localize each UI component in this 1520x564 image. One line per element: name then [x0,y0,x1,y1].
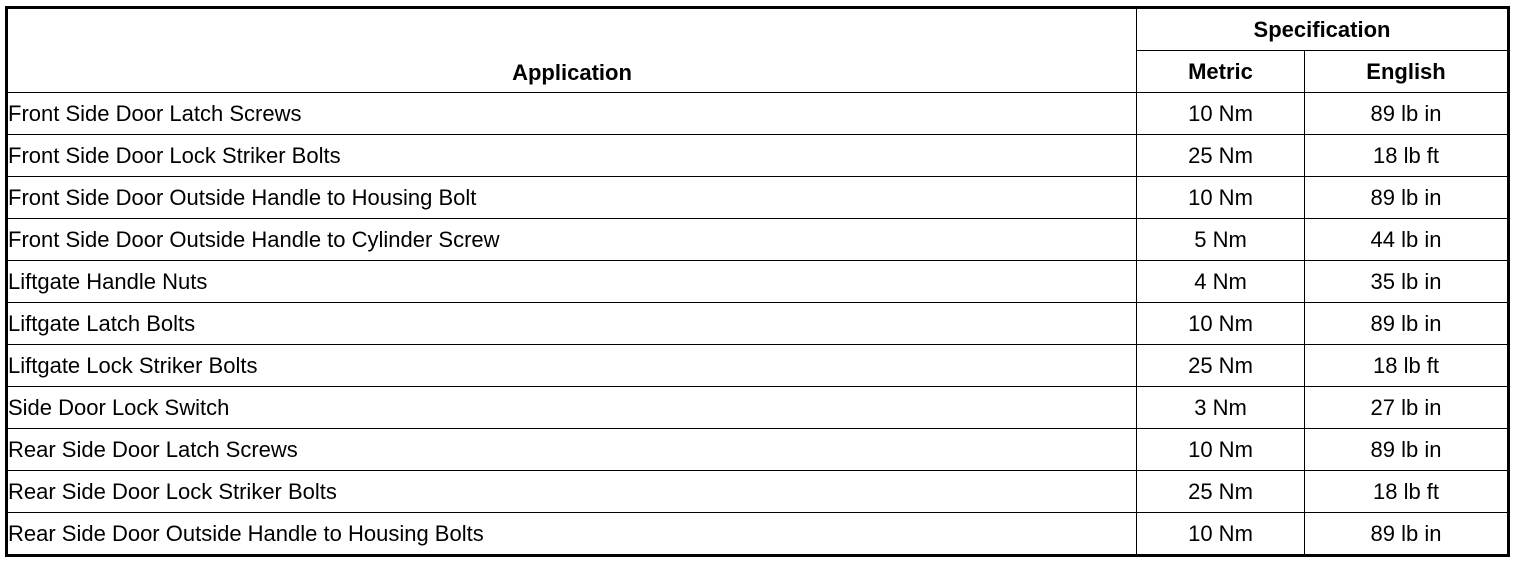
metric-cell: 25 Nm [1137,135,1305,177]
application-cell: Rear Side Door Lock Striker Bolts [7,471,1137,513]
application-cell: Liftgate Latch Bolts [7,303,1137,345]
application-cell: Front Side Door Lock Striker Bolts [7,135,1137,177]
english-cell: 44 lb in [1305,219,1509,261]
table-row [7,135,1509,177]
application-cell: Liftgate Handle Nuts [7,261,1137,303]
table-row [7,93,1509,135]
table-row [7,513,1509,556]
application-cell: Front Side Door Latch Screws [7,93,1137,135]
english-cell: 89 lb in [1305,93,1509,135]
english-cell: 89 lb in [1305,177,1509,219]
application-cell: Rear Side Door Latch Screws [7,429,1137,471]
application-cell: Rear Side Door Outside Handle to Housing Bolts [7,513,1137,556]
application-cell: Front Side Door Outside Handle to Cylinder Screw [7,219,1137,261]
table-row [7,303,1509,345]
application-column-header: Application [7,8,1137,93]
application-cell: Front Side Door Outside Handle to Housing Bolt [7,177,1137,219]
table-row [7,471,1509,513]
table-header [7,8,1509,93]
metric-cell: 4 Nm [1137,261,1305,303]
english-column-header: English [1305,51,1509,93]
english-cell: 35 lb in [1305,261,1509,303]
english-cell: 18 lb ft [1305,345,1509,387]
metric-cell: 10 Nm [1137,513,1305,556]
metric-column-header: Metric [1137,51,1305,93]
metric-cell: 10 Nm [1137,429,1305,471]
metric-cell: 5 Nm [1137,219,1305,261]
table-body [7,93,1509,556]
english-cell: 18 lb ft [1305,135,1509,177]
metric-cell: 3 Nm [1137,387,1305,429]
specification-column-header: Specification [1137,8,1509,51]
table-row [7,429,1509,471]
application-cell: Liftgate Lock Striker Bolts [7,345,1137,387]
english-cell: 89 lb in [1305,429,1509,471]
metric-cell: 25 Nm [1137,345,1305,387]
table-row [7,261,1509,303]
table-row [7,345,1509,387]
header-row-top [7,8,1509,51]
metric-cell: 10 Nm [1137,303,1305,345]
fastener-torque-table [5,6,1510,557]
english-cell: 89 lb in [1305,513,1509,556]
table-row [7,387,1509,429]
metric-cell: 25 Nm [1137,471,1305,513]
table-row [7,177,1509,219]
metric-cell: 10 Nm [1137,93,1305,135]
english-cell: 27 lb in [1305,387,1509,429]
application-cell: Side Door Lock Switch [7,387,1137,429]
english-cell: 18 lb ft [1305,471,1509,513]
metric-cell: 10 Nm [1137,177,1305,219]
english-cell: 89 lb in [1305,303,1509,345]
table-row [7,219,1509,261]
